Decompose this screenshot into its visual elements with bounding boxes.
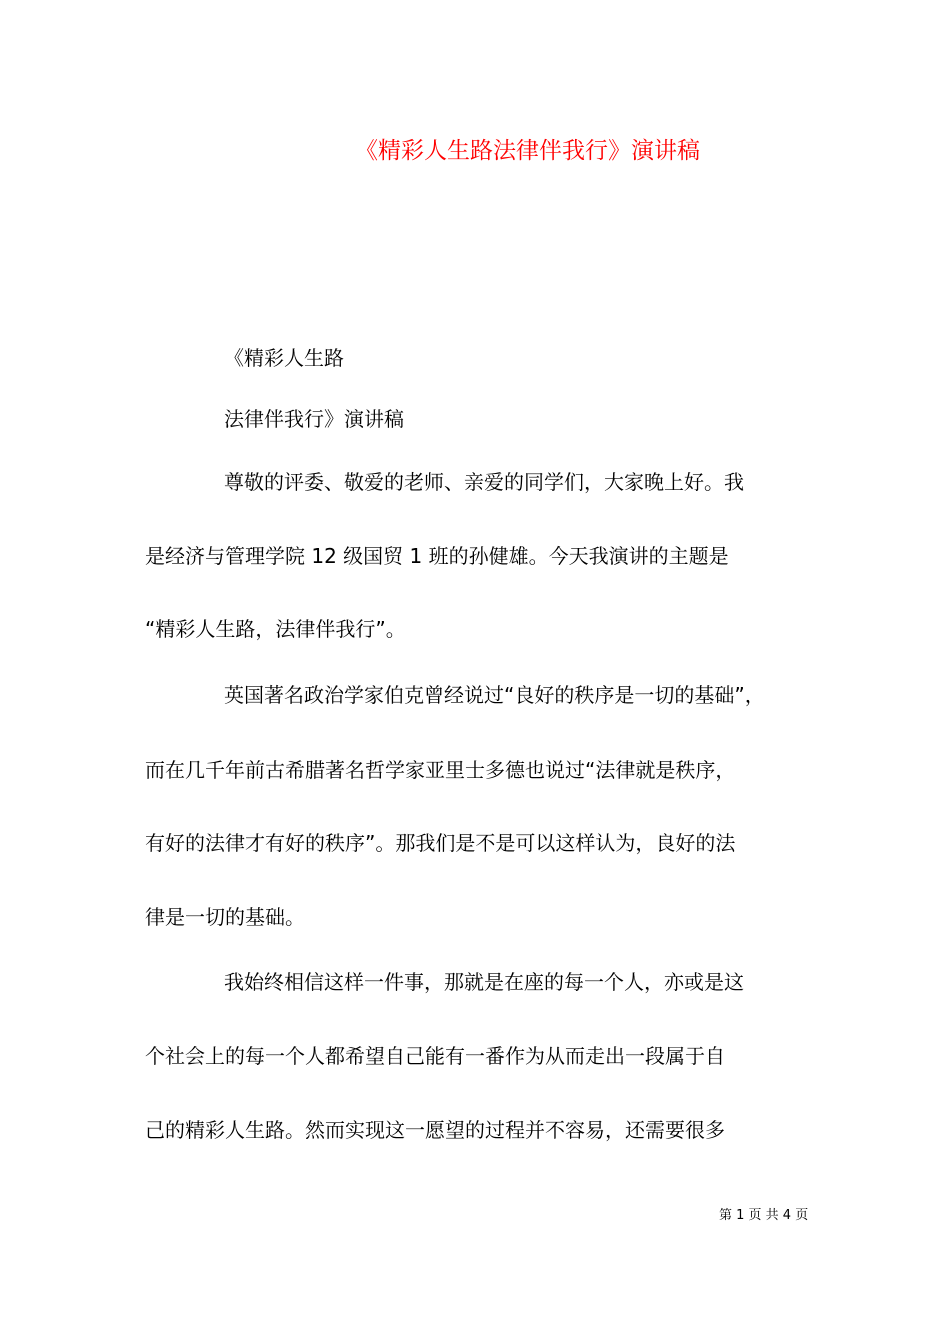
body-line: 有好的法律才有好的秩序”。那我们是不是可以这样认为，良好的法 (145, 831, 736, 855)
page-number-footer: 第 1 页 共 4 页 (719, 1208, 809, 1223)
body-line: 我始终相信这样一件事，那就是在座的每一个人，亦或是这 (224, 970, 744, 994)
body-line: “精彩人生路，法律伴我行”。 (145, 617, 406, 641)
body-line: 是经济与管理学院 12 级国贸 1 班的孙健雄。今天我演讲的主题是 (145, 544, 729, 568)
body-line: 而在几千年前古希腊著名哲学家亚里士多德也说过“法律就是秩序， (145, 758, 736, 782)
body-line: 法律伴我行》演讲稿 (224, 407, 404, 431)
body-line: 己的精彩人生路。然而实现这一愿望的过程并不容易，还需要很多 (145, 1118, 725, 1142)
body-line: 个社会上的每一个人都希望自己能有一番作为从而走出一段属于自 (145, 1044, 725, 1068)
body-line: 《精彩人生路 (224, 346, 344, 370)
body-line: 英国著名政治学家伯克曾经说过“良好的秩序是一切的基础”， (224, 683, 765, 707)
body-line: 尊敬的评委、敬爱的老师、亲爱的同学们，大家晚上好。我 (224, 470, 744, 494)
body-line: 律是一切的基础。 (145, 905, 305, 929)
document-title: 《精彩人生路法律伴我行》演讲稿 (355, 138, 700, 164)
